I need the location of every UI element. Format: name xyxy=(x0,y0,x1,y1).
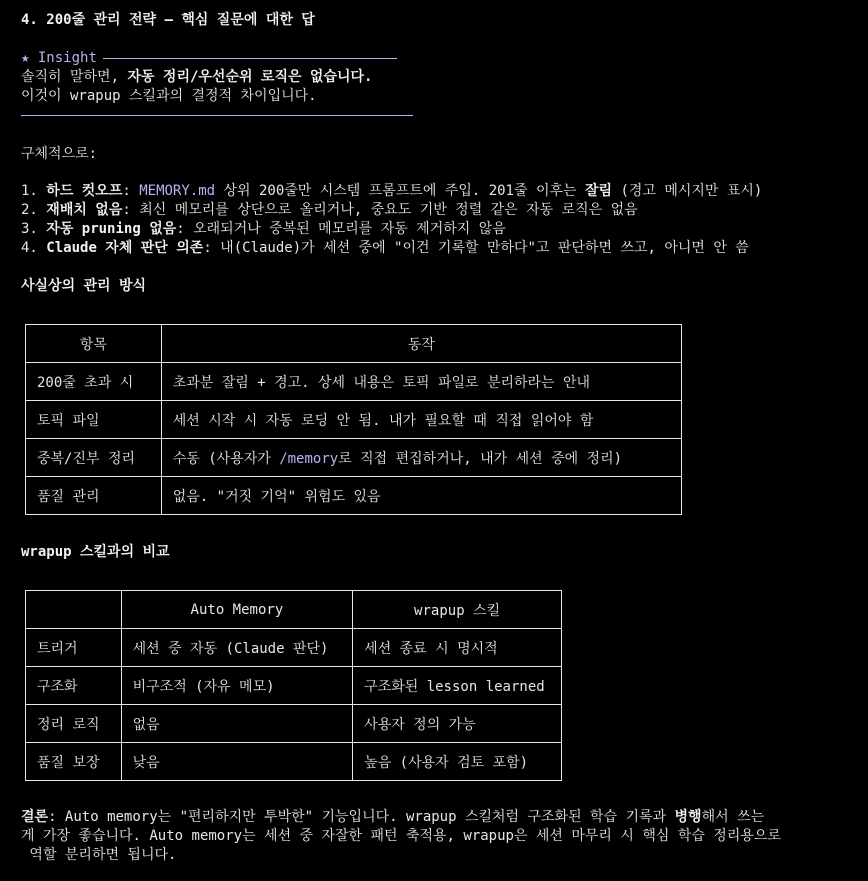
table-cell: 품질 보장 xyxy=(26,743,122,781)
table-cell: 세션 종료 시 명시적 xyxy=(353,629,562,667)
table-header-row xyxy=(26,325,682,363)
point-1-text-b: (경고 메시지만 표시) xyxy=(612,183,763,199)
point-3 xyxy=(21,220,506,239)
intro-text: 구체적으로: xyxy=(21,146,98,162)
point-2-text: : 최신 메모리를 상단으로 올리거나, 중요도 기반 정렬 같은 자동 로직은 없음 xyxy=(122,202,638,218)
table-header: 항목 xyxy=(26,325,162,363)
insight-top-rule xyxy=(103,58,397,59)
table-cell: 중복/진부 정리 xyxy=(26,439,162,477)
table-header: 동작 xyxy=(161,325,681,363)
table-cell: 초과분 잘림 + 경고. 상세 내용은 토픽 파일로 분리하라는 안내 xyxy=(161,363,681,401)
conclusion-text-b: 해서 쓰는 xyxy=(701,809,765,825)
table-header: Auto Memory xyxy=(121,591,353,629)
table-row xyxy=(26,743,562,781)
table-cell: 비구조적 (자유 메모) xyxy=(121,667,353,705)
cell-text: 로 직접 편집하거나, 내가 세션 중에 정리) xyxy=(338,450,623,467)
point-1-number: 1. xyxy=(21,183,38,199)
point-2-number: 2. xyxy=(21,202,38,218)
conclusion-line-3: 역할 분리하면 됩니다. xyxy=(21,847,177,863)
comparison-table xyxy=(25,590,562,781)
management-section-title: 사실상의 관리 방식 xyxy=(21,278,147,294)
table-row xyxy=(26,477,682,515)
insight-line-1-bold: 자동 정리/우선순위 로직은 없습니다. xyxy=(127,69,373,85)
table-row xyxy=(26,705,562,743)
point-4-title: Claude 자체 판단 의존 xyxy=(46,240,204,256)
insight-header xyxy=(21,49,97,68)
table-row xyxy=(26,629,562,667)
table-cell: 세션 시작 시 자동 로딩 안 됨. 내가 필요할 때 직접 읽어야 함 xyxy=(161,401,681,439)
table-cell: 200줄 초과 시 xyxy=(26,363,162,401)
table-row xyxy=(26,401,682,439)
conclusion-label: 결론 xyxy=(21,809,49,825)
table-header: wrapup 스킬 xyxy=(353,591,562,629)
point-3-number: 3. xyxy=(21,221,38,237)
memory-md-filename: MEMORY.md xyxy=(139,183,216,199)
section-heading: 4. 200줄 관리 전략 — 핵심 질문에 대한 답 xyxy=(21,12,315,28)
insight-line-2: 이것이 wrapup 스킬과의 결정적 차이입니다. xyxy=(21,88,317,104)
point-1-text-a: 상위 200줄만 시스템 프롬프트에 주입. 201줄 이후는 xyxy=(215,183,585,199)
table-cell xyxy=(161,439,681,477)
table-cell: 토픽 파일 xyxy=(26,401,162,439)
management-table xyxy=(25,324,682,515)
table-cell: 정리 로직 xyxy=(26,705,122,743)
point-1-title: 하드 컷오프 xyxy=(46,183,123,199)
table-cell: 구조화 xyxy=(26,667,122,705)
point-1 xyxy=(21,182,762,201)
table-row xyxy=(26,439,682,477)
point-4 xyxy=(21,239,749,258)
table-cell: 사용자 정의 가능 xyxy=(353,705,562,743)
star-icon: ★ xyxy=(21,50,30,66)
table-cell: 없음 xyxy=(121,705,353,743)
insight-line-1-text: 솔직히 말하면, xyxy=(21,69,128,85)
table-row xyxy=(26,363,682,401)
table-cell: 높음 (사용자 검토 포함) xyxy=(353,743,562,781)
table-cell: 없음. "거짓 기억" 위험도 있음 xyxy=(161,477,681,515)
insight-label: Insight xyxy=(37,50,97,66)
conclusion-bold: 병행 xyxy=(674,809,702,825)
table-cell: 품질 관리 xyxy=(26,477,162,515)
table-header xyxy=(26,591,122,629)
table-cell: 낮음 xyxy=(121,743,353,781)
table-cell: 세션 중 자동 (Claude 판단) xyxy=(121,629,353,667)
insight-bottom-rule xyxy=(21,115,413,116)
conclusion-text-a: : Auto memory는 "편리하지만 투박한" 기능입니다. wrapup 스킬처럼 구조화된 학습 기록과 xyxy=(48,809,675,825)
table-cell: 트리거 xyxy=(26,629,122,667)
table-header-row xyxy=(26,591,562,629)
point-2-title: 재배치 없음 xyxy=(46,202,123,218)
cell-text: 수동 (사용자가 xyxy=(172,450,280,467)
conclusion-line-2: 게 가장 좋습니다. Auto memory는 세션 중 자잘한 패턴 축적용, wrapup은 세션 마무리 시 핵심 학습 정리용으로 xyxy=(21,828,781,844)
point-1-bold-cut: 잘림 xyxy=(584,183,613,199)
insight-line-1 xyxy=(21,68,372,87)
memory-command: /memory xyxy=(279,450,339,467)
point-2 xyxy=(21,201,638,220)
table-row xyxy=(26,667,562,705)
conclusion-line-1 xyxy=(21,808,764,827)
point-4-number: 4. xyxy=(21,240,38,256)
table-cell: 구조화된 lesson learned xyxy=(353,667,562,705)
point-4-text: : 내(Claude)가 세션 중에 "이건 기록할 만하다"고 판단하면 쓰고, 아니면 안 씀 xyxy=(203,240,749,256)
point-3-title: 자동 pruning 없음 xyxy=(46,221,177,237)
comparison-section-title: wrapup 스킬과의 비교 xyxy=(21,544,170,560)
point-1-colon: : xyxy=(122,183,140,199)
point-3-text: : 오래되거나 중복된 메모리를 자동 제거하지 않음 xyxy=(176,221,506,237)
